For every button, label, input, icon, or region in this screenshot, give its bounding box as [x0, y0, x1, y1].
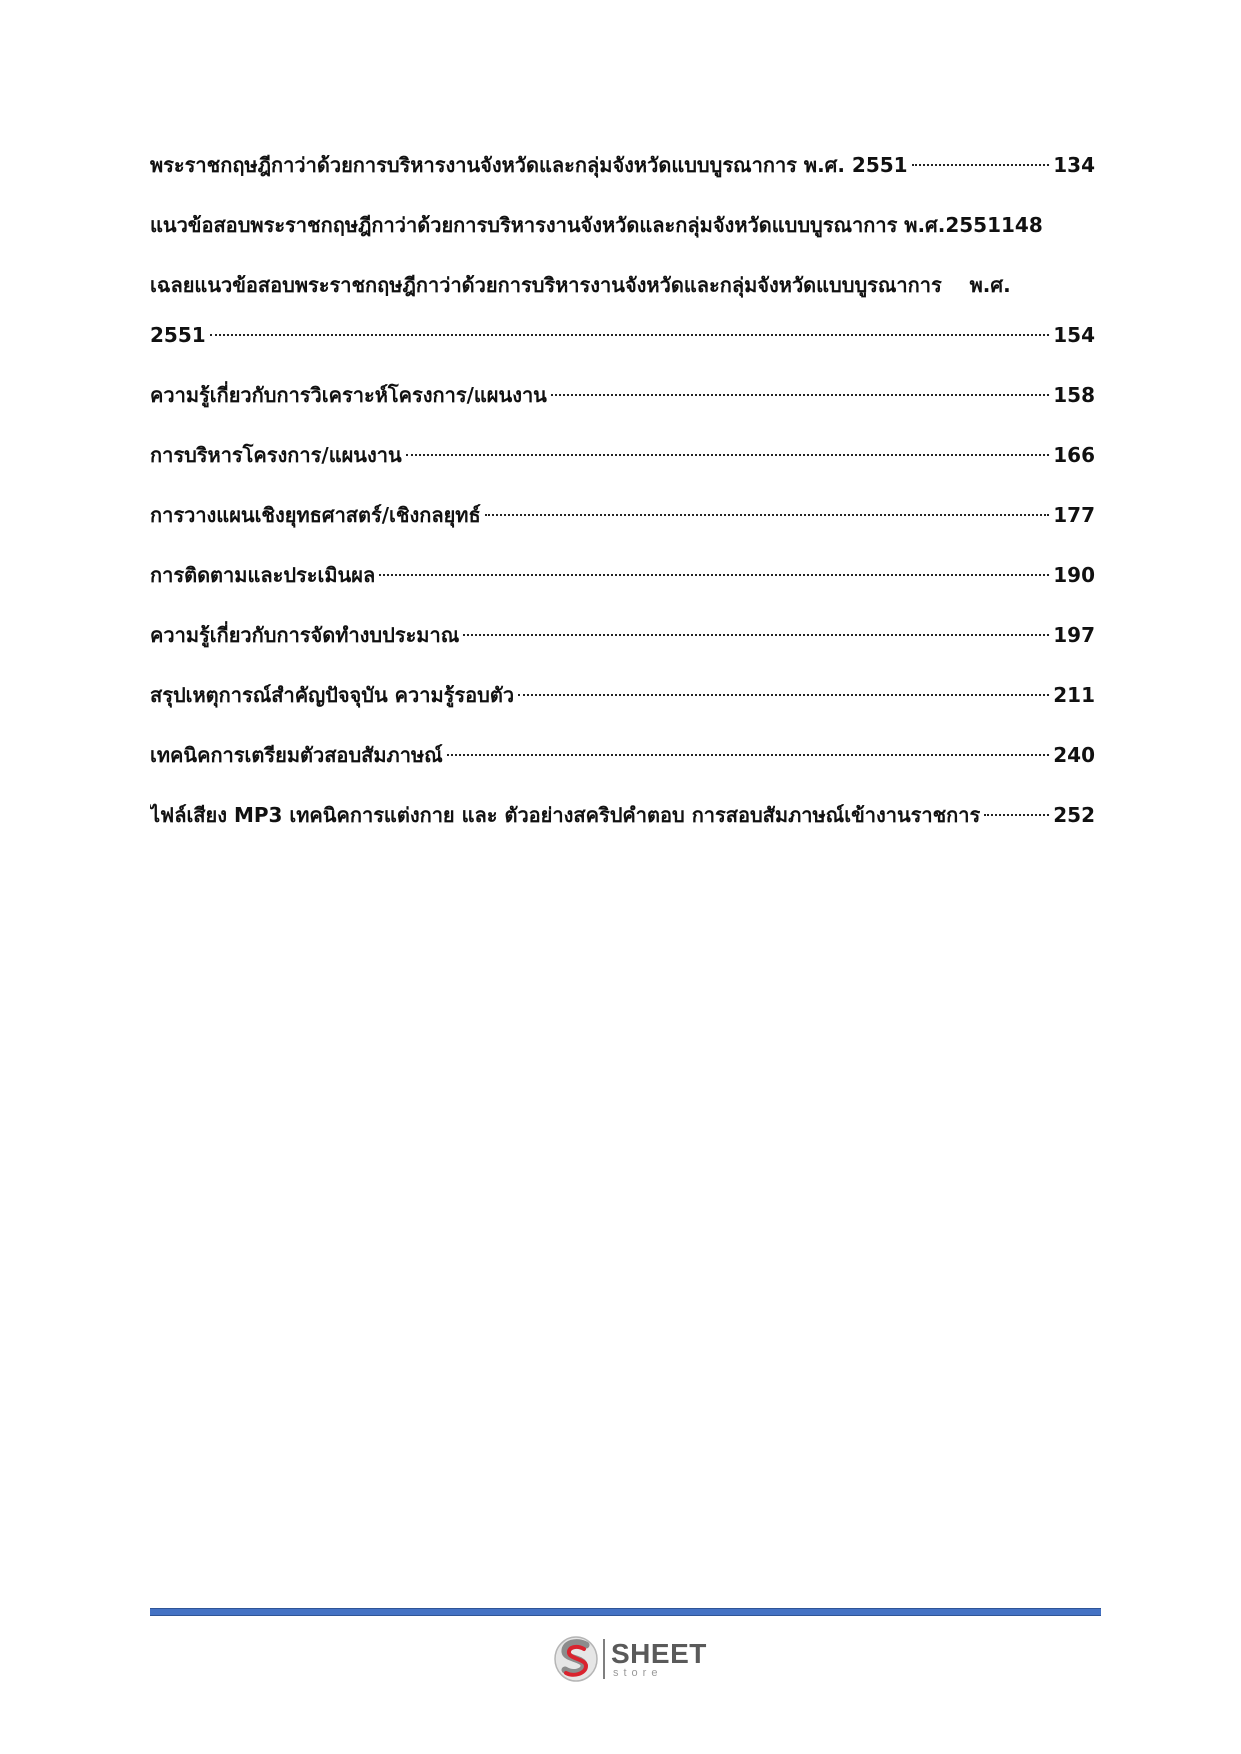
toc-entry[interactable]: [150, 680, 1095, 710]
toc-page-number: 190: [1053, 563, 1095, 587]
toc-entry[interactable]: [150, 440, 1095, 470]
toc-entry[interactable]: [150, 560, 1095, 590]
toc-entry-title: การติดตามและประเมินผล: [150, 563, 376, 587]
toc-dot-leader: [485, 514, 1050, 516]
toc-entry-title: เทคนิคการเตรียมตัวสอบสัมภาษณ์: [150, 743, 443, 767]
toc-dot-leader: [210, 334, 1050, 336]
toc-entry-title-line2: 2551: [150, 323, 206, 347]
toc-entry[interactable]: [150, 380, 1095, 410]
toc-entry-title: แนวข้อสอบพระราชกฤษฎีกาว่าด้วยการบริหารงานจังหวัดและกลุ่มจังหวัดแบบบูรณาการ พ.ศ.2551: [150, 213, 1002, 237]
toc-entry-title-line1: เฉลยแนวข้อสอบพระราชกฤษฎีกาว่าด้วยการบริหารงานจังหวัดและกลุ่มจังหวัดแบบบูรณาการ พ.ศ.: [150, 273, 1011, 297]
toc-entry-title: สรุปเหตุการณ์สำคัญปัจจุบัน ความรู้รอบตัว: [150, 683, 515, 707]
toc-entry-title: ความรู้เกี่ยวกับการวิเคราะห์โครงการ/แผนงาน: [150, 383, 547, 407]
toc-dot-leader: [463, 634, 1049, 636]
toc-dot-leader: [379, 574, 1049, 576]
toc-entry[interactable]: [150, 500, 1095, 530]
sheet-store-logo: [553, 1632, 723, 1686]
toc-page-number: 211: [1053, 683, 1095, 707]
toc-page-number: 240: [1053, 743, 1095, 767]
toc-entry[interactable]: [150, 740, 1095, 770]
logo-divider: [603, 1639, 605, 1679]
toc-entry[interactable]: [150, 150, 1095, 180]
sheet-store-s-logo-icon: [553, 1634, 599, 1684]
toc-dot-leader: [406, 454, 1050, 456]
toc-dot-leader: [447, 754, 1050, 756]
toc-page-number: 158: [1053, 383, 1095, 407]
toc-entry-title: การบริหารโครงการ/แผนงาน: [150, 443, 402, 467]
toc-entry[interactable]: [150, 620, 1095, 650]
toc-page-number: 252: [1053, 803, 1095, 827]
toc-entry[interactable]: [150, 270, 1095, 350]
toc-page-number: 177: [1053, 503, 1095, 527]
toc-entry-title: ความรู้เกี่ยวกับการจัดทำงบประมาณ: [150, 623, 460, 647]
toc-dot-leader: [551, 394, 1049, 396]
logo-wordmark: SHEET: [611, 1637, 707, 1669]
toc-dot-leader: [984, 814, 1049, 816]
toc-dot-leader: [518, 694, 1049, 696]
footer-divider: [150, 1608, 1101, 1616]
toc-page-number: 197: [1053, 623, 1095, 647]
logo-text: [611, 1637, 707, 1679]
toc-entry[interactable]: [150, 800, 1095, 830]
toc-entry[interactable]: [150, 210, 1095, 240]
toc-page-number: 134: [1053, 153, 1095, 177]
toc-entry-title: ไฟล์เสียง MP3 เทคนิคการแต่งกาย และ ตัวอย่างสคริปคำตอบ การสอบสัมภาษณ์เข้างานราชการ: [150, 803, 981, 827]
toc-page-number: 166: [1053, 443, 1095, 467]
table-of-contents: [150, 150, 1095, 860]
logo-subtext: store: [613, 1666, 663, 1679]
toc-dot-leader: [912, 164, 1050, 166]
toc-entry-title: พระราชกฤษฎีกาว่าด้วยการบริหารงานจังหวัดและกลุ่มจังหวัดแบบบูรณาการ พ.ศ. 2551: [150, 153, 908, 177]
toc-page-number: 154: [1053, 323, 1095, 347]
toc-page-number: 148: [1001, 213, 1043, 237]
toc-entry-title: การวางแผนเชิงยุทธศาสตร์/เชิงกลยุทธ์: [150, 503, 481, 527]
